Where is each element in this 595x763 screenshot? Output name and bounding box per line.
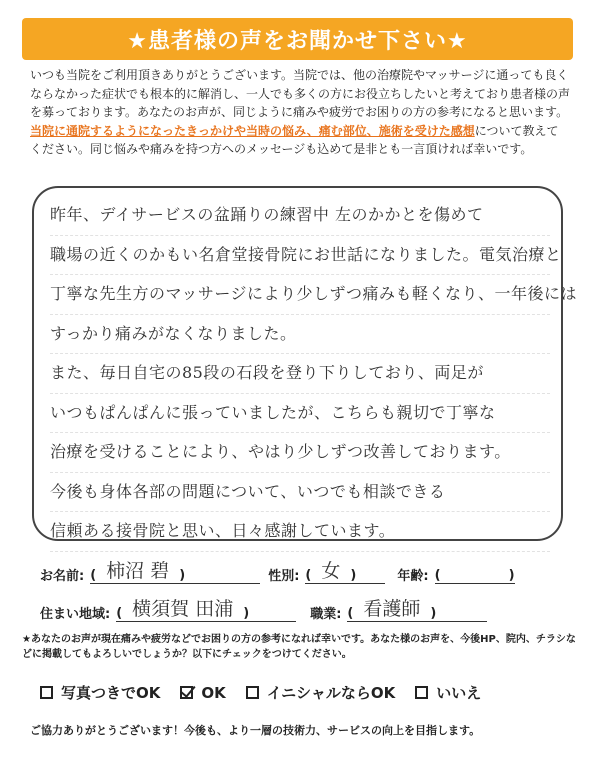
gender-field: ( 女 )	[305, 556, 385, 584]
job-label: 職業:	[310, 607, 342, 622]
gender-label: 性別:	[268, 569, 300, 584]
intro-highlight: 当院に通院するようになったきっかけや当時の悩み、痛む部位、施術を受けた感想	[30, 123, 475, 138]
intro-text	[30, 66, 570, 159]
consent-options	[40, 682, 560, 703]
job-value: 看護師	[363, 598, 421, 620]
job-field: ( 看護師 )	[347, 594, 487, 622]
testimonial-line: いつもぱんぱんに張っていましたが、こちらも親切で丁寧な	[50, 394, 550, 434]
testimonial-text	[50, 196, 578, 552]
checkbox-photo-ok[interactable]	[40, 686, 53, 699]
name-label: お名前:	[40, 569, 85, 584]
testimonial-line: 今後も身体各部の問題について、いつでも相談できる	[50, 473, 550, 513]
checkbox-ok[interactable]	[180, 686, 193, 699]
testimonial-line: 治療を受けることにより、やはり少しずつ改善しております。	[50, 433, 550, 473]
testimonial-line: 信頼ある接骨院と思い、日々感謝しています。	[50, 512, 550, 552]
form-row-1	[40, 556, 515, 584]
testimonial-line: 丁寧な先生方のマッサージにより少しずつ痛みも軽くなり、一年後には	[50, 275, 550, 315]
option-no[interactable]	[415, 682, 481, 703]
testimonial-line: また、毎日自宅の85段の石段を登り下りしており、両足が	[50, 354, 550, 394]
intro-text-part2: について教えてください。同じ悩みや痛みを持つ方へのメッセージも込めて是非とも一言頂ければ幸いです。	[30, 123, 559, 156]
age-label: 年齢:	[397, 569, 429, 584]
checkbox-initial-ok[interactable]	[246, 686, 259, 699]
option-label: 写真つきでOK	[61, 684, 161, 702]
form-row-2	[40, 594, 487, 622]
option-label: イニシャルならOK	[266, 684, 396, 702]
testimonial-line: すっかり痛みがなくなりました。	[50, 315, 550, 355]
option-label: いいえ	[436, 684, 482, 702]
address-value: 横須賀 田浦	[132, 598, 234, 620]
gender-value: 女	[321, 560, 341, 582]
checkbox-no[interactable]	[415, 686, 428, 699]
option-initial-ok[interactable]	[246, 682, 395, 703]
intro-text-part1: いつも当院をご利用頂きありがとうございます。当院では、他の治療院やマッサージに通っても良くならなかった症状でも根本的に解消し、一人でも多くの方にお役立ちしたいと考えており患者様の声を募っております。あなたのお声が、同じように痛みや疲労でお困りの方の参考になると思います。	[30, 68, 571, 119]
thanks-message: ご協力ありがとうございます！今後も、より一層の技術力、サービスの向上を目指します。	[30, 724, 481, 737]
testimonial-line: 職場の近くのかもい名倉堂接骨院にお世話になりました。電気治療と	[50, 236, 550, 276]
address-label: 住まい地域:	[40, 607, 111, 622]
testimonial-line: 昨年、デイサービスの盆踊りの練習中 左のかかとを傷めて	[50, 196, 550, 236]
option-label: OK	[201, 683, 226, 702]
option-ok[interactable]	[180, 684, 225, 702]
page-title-banner	[22, 18, 573, 60]
consent-note: ★あなたのお声が現在痛みや疲労などでお困りの方の参考になれば幸いです。あなた様のお声を、今後HP、院内、チラシなどに掲載してもよろしいでしょうか？以下にチェックをつけてください。	[22, 634, 576, 660]
age-field: ( )	[434, 568, 515, 583]
name-field: ( 柿沼 碧 )	[90, 556, 260, 584]
name-value: 柿沼 碧	[106, 560, 170, 582]
page-title: ★患者様の声をお聞かせ下さい★	[127, 28, 468, 54]
address-field: ( 横須賀 田浦 )	[116, 594, 296, 622]
option-photo-ok[interactable]	[40, 682, 160, 703]
